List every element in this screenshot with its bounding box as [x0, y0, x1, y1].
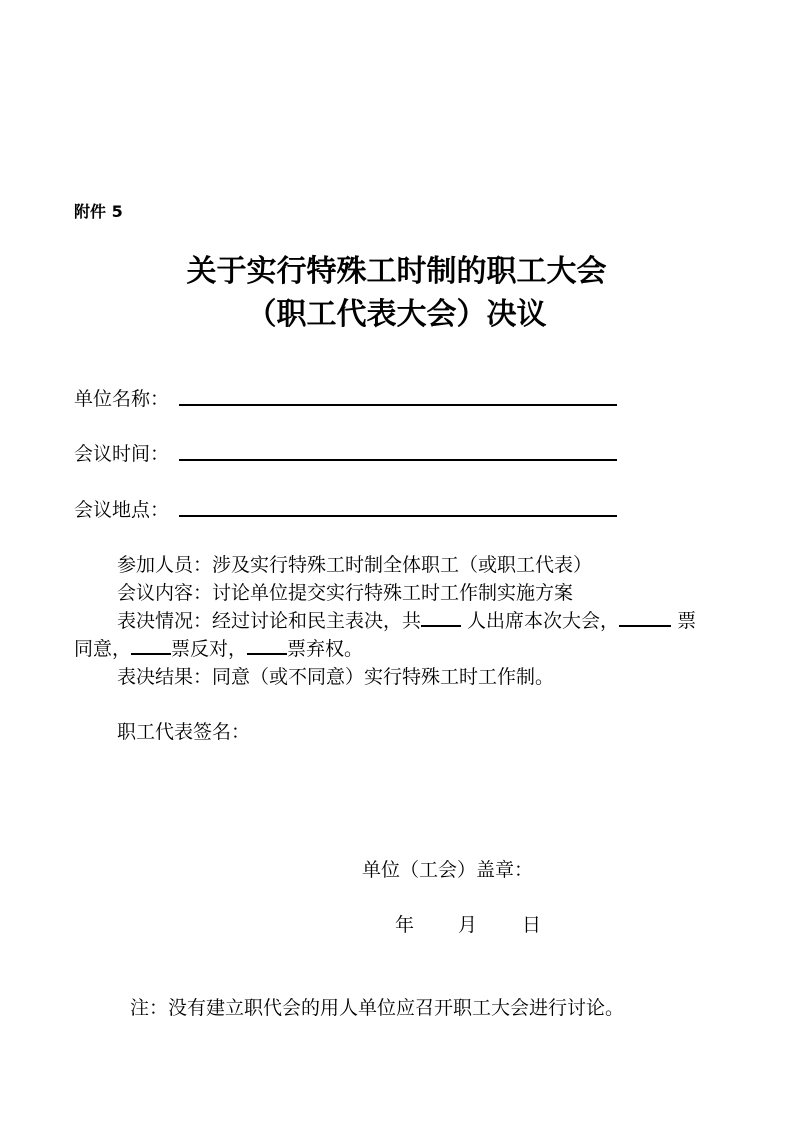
meeting-time-label: 会议时间：	[74, 443, 170, 465]
attendees-suffix: 人出席本次大会，	[461, 610, 620, 632]
abstain-count-field[interactable]	[247, 635, 287, 655]
meeting-time-field[interactable]	[179, 459, 617, 461]
vote-line-2	[74, 634, 363, 661]
oppose-suffix: 票反对，	[171, 638, 248, 660]
participants-text: 参加人员：涉及实行特殊工时制全体职工（或职工代表）	[117, 554, 593, 576]
meeting-place-field[interactable]	[179, 515, 617, 517]
meeting-content-text: 会议内容：讨论单位提交实行特殊工时工作制实施方案	[117, 582, 574, 604]
abstain-suffix: 票弃权。	[287, 638, 364, 660]
meeting-place-label: 会议地点：	[74, 499, 170, 521]
vote-line-1	[117, 606, 696, 633]
agree-suffix: 票	[671, 610, 697, 632]
date-day: 日	[522, 914, 542, 936]
unit-name-label: 单位名称：	[74, 388, 170, 410]
document-title-line-1: 关于实行特殊工时制的职工大会	[186, 254, 607, 289]
signature-label: 职工代表签名：	[117, 721, 251, 743]
vote-result-text: 表决结果：同意（或不同意）实行特殊工时工作制。	[117, 666, 555, 688]
vote-prefix: 表决情况：经过讨论和民主表决，共	[117, 610, 422, 632]
agree-label: 同意，	[74, 638, 132, 660]
oppose-count-field[interactable]	[131, 635, 171, 655]
date-year: 年	[395, 914, 415, 936]
attendees-count-field[interactable]	[421, 607, 461, 627]
agree-count-field[interactable]	[619, 607, 671, 627]
attachment-label: 附件 5	[74, 202, 123, 221]
seal-label: 单位（工会）盖章：	[362, 859, 534, 881]
document-title-line-2: （职工代表大会）决议	[246, 297, 547, 332]
date-month: 月	[458, 914, 478, 936]
footnote: 注：没有建立职代会的用人单位应召开职工大会进行讨论。	[130, 997, 625, 1019]
unit-name-field[interactable]	[179, 404, 617, 406]
